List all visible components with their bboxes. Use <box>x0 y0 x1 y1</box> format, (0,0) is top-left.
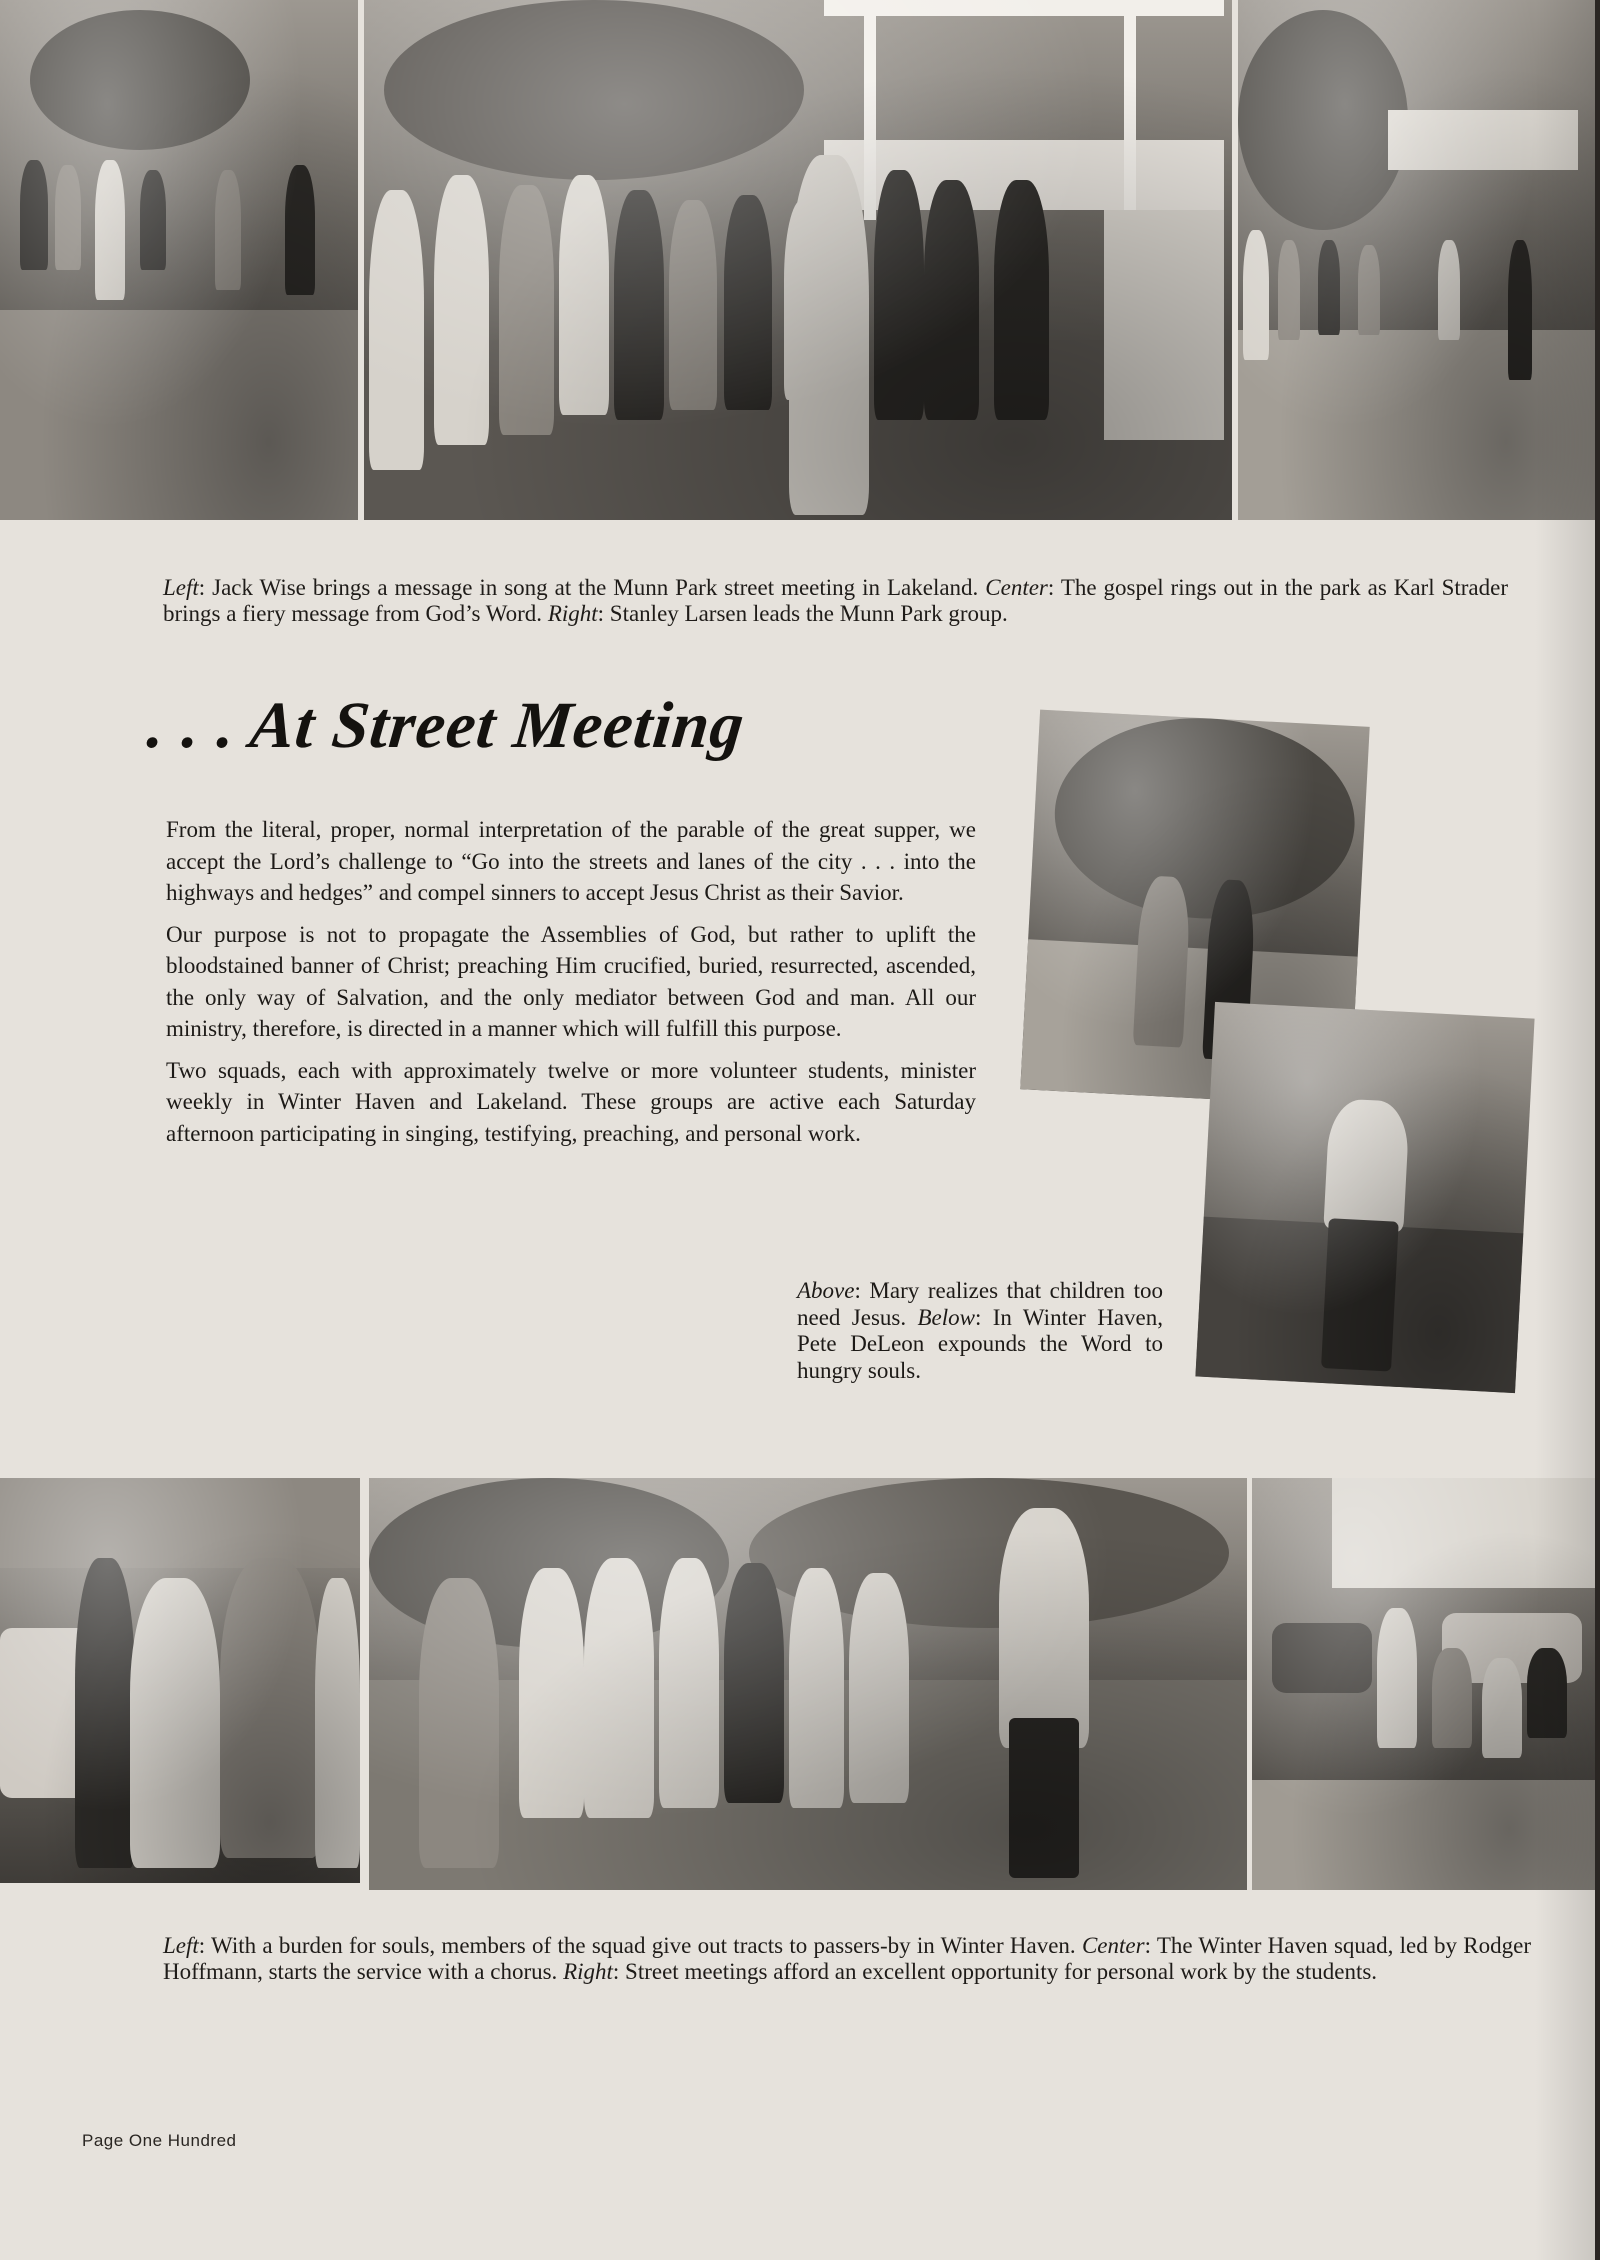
top-caption-right-text: : Stanley Larsen leads the Munn Park group. <box>597 601 1008 626</box>
bottom-caption-center-text: : The Winter Haven squad, led by Rodger Hoffmann, starts the service with a chorus. <box>163 1933 1532 1984</box>
side-caption-below-text: : In Winter Haven, Pete DeLeon expounds the Word to hungry souls. <box>797 1304 1163 1383</box>
photo-pete-deleon <box>1195 1002 1534 1393</box>
side-caption-above-text: : Mary realizes that children too need Jesus. <box>797 1278 1163 1330</box>
photo-bottom-left <box>0 1478 360 1883</box>
bottom-caption-left-label: Left <box>163 1933 199 1958</box>
photo-top-left <box>0 0 358 520</box>
top-caption-right-label: Right <box>547 601 598 626</box>
top-caption-left-label: Left <box>163 575 199 600</box>
section-title: . . . At Street Meeting <box>144 689 749 762</box>
top-caption-center-label: Center <box>985 575 1048 600</box>
bottom-caption-right-label: Right <box>563 1959 613 1984</box>
photo-top-center <box>364 0 1232 520</box>
page-number: Page One Hundred <box>82 2131 237 2150</box>
bottom-caption-left-text: : With a burden for souls, members of the squad give out tracts to passers-by in Winter Haven. <box>198 1933 1082 1958</box>
bottom-caption-right-text: : Street meetings afford an excellent opportunity for personal work by the students. <box>612 1959 1378 1984</box>
paragraph-3: Two squads, each with approximately twelve or more volunteer students, minister weekly in Winter Haven and Lakeland. These groups are active each Saturday afternoon participating in singing, testifying, preaching, and personal work. <box>166 1057 976 1146</box>
bottom-caption-center-label: Center <box>1081 1933 1145 1958</box>
article-body <box>166 814 976 1159</box>
photo-bottom-center <box>369 1478 1247 1890</box>
top-caption-center-text: : The gospel rings out in the park as Karl Strader brings a fiery message from God’s Word. <box>163 575 1508 626</box>
side-photos-caption <box>797 1278 1163 1384</box>
paragraph-1: From the literal, proper, normal interpretation of the parable of the great supper, we accept the Lord’s challenge to “Go into the streets and lanes of the city . . . into the highways and hedges” and compel sinners to accept Jesus Christ as their Savior. <box>166 817 976 905</box>
paragraph-2: Our purpose is not to propagate the Assemblies of God, but rather to uplift the bloodstained banner of Christ; preaching Him crucified, buried, resurrected, ascended, the only way of Salvation, and the only mediator between God and man. All our ministry, therefore, is directed in a manner which will fulfill this purpose. <box>166 921 976 1041</box>
side-caption-below-label: Below <box>917 1304 975 1330</box>
bottom-caption <box>163 1933 1531 1985</box>
side-caption-above-label: Above <box>797 1278 855 1303</box>
top-caption <box>163 575 1508 627</box>
top-caption-left-text: : Jack Wise brings a message in song at the Munn Park street meeting in Lakeland. <box>198 575 986 600</box>
